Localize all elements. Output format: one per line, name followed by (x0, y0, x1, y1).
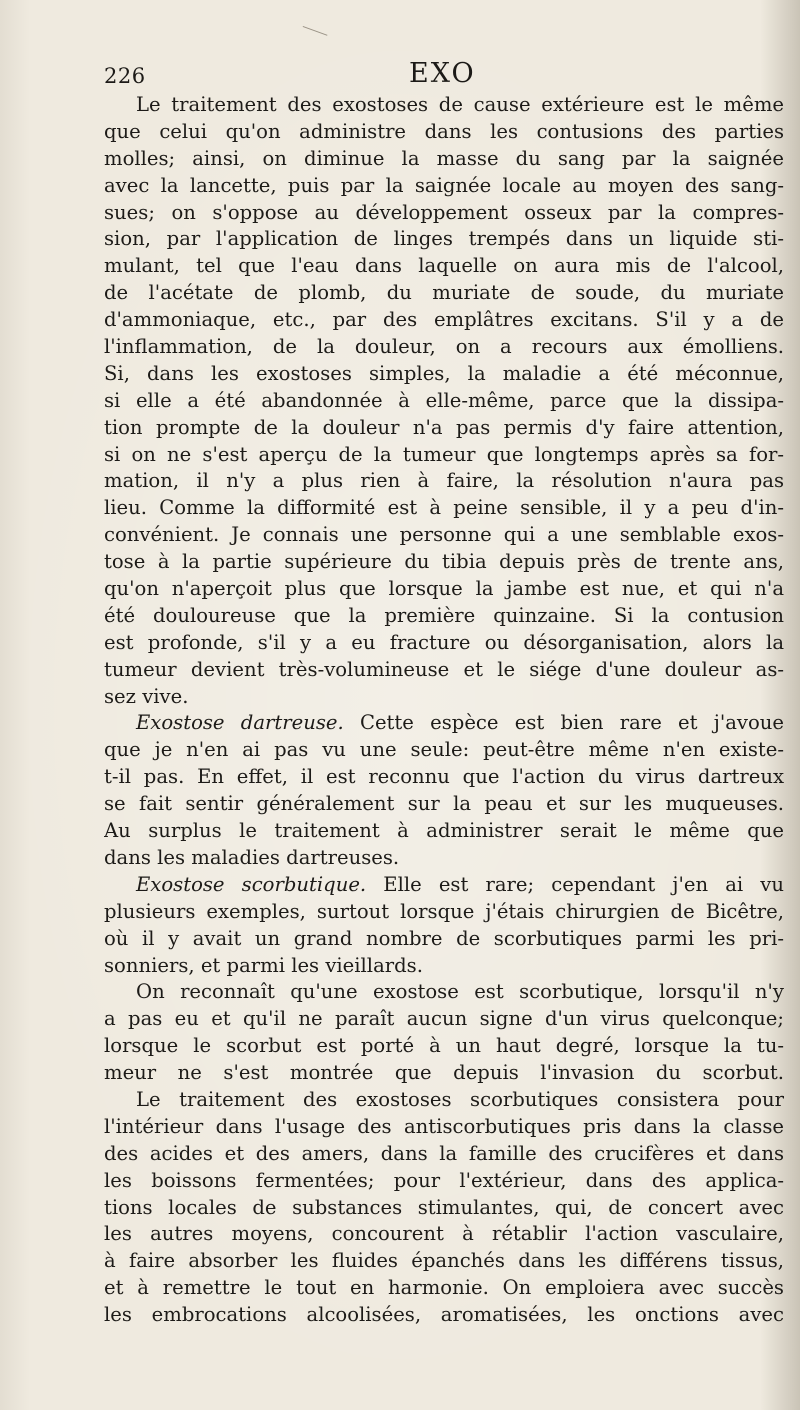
line-text: si on ne s'est aperçu de la tumeur que longtemps après sa for- (104, 442, 784, 466)
line-text: Le traitement des exostoses scorbutiques consistera pour (136, 1087, 784, 1111)
line-text: dans les maladies dartreuses. (104, 845, 400, 869)
line-text: Le traitement des exostoses de cause extérieure est le même (136, 93, 784, 116)
text-line (104, 1060, 784, 1087)
text-line (104, 1006, 784, 1033)
text-line (104, 764, 784, 791)
line-text: à faire absorber les fluides épanchés dans les différens tissus, (104, 1249, 784, 1273)
text-line (104, 1302, 784, 1329)
line-text: sez vive. (104, 684, 189, 708)
line-text: que je n'en ai pas vu une seule: peut-être même n'en existe- (104, 738, 784, 762)
line-text: tion prompte de la douleur n'a pas permis d'y faire attention, (104, 415, 784, 439)
text-line (104, 549, 784, 576)
line-text: qu'on n'aperçoit plus que lorsque la jambe est nue, et qui n'a (104, 577, 784, 601)
line-text: l'inflammation, de la douleur, on a recours aux émolliens. (104, 335, 784, 359)
text-line (104, 791, 784, 818)
text-line (104, 630, 784, 657)
line-text: est profonde, s'il y a eu fracture ou désorganisation, alors la (104, 630, 784, 654)
text-line (104, 146, 784, 173)
body-text (104, 92, 784, 1329)
text-line (104, 1141, 784, 1168)
section-term: Exostose scorbutique. (136, 872, 367, 896)
line-text: mation, il n'y a plus rien à faire, la résolution n'aura pas (104, 469, 784, 493)
text-line (104, 953, 784, 980)
line-text: les embrocations alcoolisées, aromatisées, les onctions avec (104, 1303, 784, 1327)
line-text: tumeur devient très-volumineuse et le siége d'une douleur as- (104, 657, 784, 681)
running-head: EXO (409, 58, 476, 89)
line-text: l'intérieur dans l'usage des antiscorbutiques pris dans la classe (104, 1114, 784, 1138)
line-text: convénient. Je connais une personne qui a une semblable exos- (104, 523, 784, 547)
line-text: meur ne s'est montrée que depuis l'invasion du scorbut. (104, 1061, 784, 1085)
line-text: si elle a été abandonnée à elle-même, parce que la dissipa- (104, 388, 784, 412)
text-line (104, 1195, 784, 1222)
line-text: sonniers, et parmi les vieillards. (104, 953, 423, 977)
text-line (104, 899, 784, 926)
line-text: les autres moyens, concourent à rétablir l'action vasculaire, (104, 1222, 784, 1246)
page-crease (299, 26, 328, 47)
line-text: et à remettre le tout en harmonie. On emploiera avec succès (104, 1276, 784, 1300)
text-line (104, 818, 784, 845)
line-text: que celui qu'on administre dans les contusions des parties (104, 119, 784, 143)
text-line (104, 1275, 784, 1302)
line-text: plusieurs exemples, surtout lorsque j'étais chirurgien de Bicêtre, (104, 899, 784, 923)
line-text: des acides et des amers, dans la famille des crucifères et dans (104, 1141, 784, 1165)
text-line (104, 495, 784, 522)
line-text: été douloureuse que la première quinzaine. Si la contusion (104, 603, 784, 627)
text-line (104, 388, 784, 415)
text-line (104, 1087, 784, 1114)
line-text: lorsque le scorbut est porté à un haut degré, lorsque la tu- (104, 1034, 784, 1058)
text-line (104, 1033, 784, 1060)
line-text: Elle est rare; cependant j'en ai vu (366, 872, 784, 896)
line-text: se fait sentir généralement sur la peau et sur les muqueuses. (104, 792, 784, 816)
line-text: molles; ainsi, on diminue la masse du sang par la saignée (104, 146, 784, 170)
line-text: sues; on s'oppose au développement osseux par la compres- (104, 200, 784, 224)
text-line (104, 710, 784, 737)
line-text: avec la lancette, puis par la saignée locale au moyen des sang- (104, 173, 784, 197)
line-text: tose à la partie supérieure du tibia depuis près de trente ans, (104, 550, 784, 574)
text-line (104, 522, 784, 549)
text-line (104, 92, 784, 119)
text-line (104, 684, 784, 711)
text-line (104, 845, 784, 872)
text-line (104, 872, 784, 899)
text-line (104, 119, 784, 146)
text-line (104, 737, 784, 764)
line-text: mulant, tel que l'eau dans laquelle on aura mis de l'alcool, (104, 254, 784, 278)
text-line (104, 1221, 784, 1248)
text-line (104, 280, 784, 307)
line-text: de l'acétate de plomb, du muriate de soude, du muriate (104, 281, 784, 305)
text-line (104, 226, 784, 253)
line-text: Cette espèce est bien rare et j'avoue (343, 711, 784, 735)
page-number: 226 (104, 64, 146, 88)
line-text: d'ammoniaque, etc., par des emplâtres excitans. S'il y a de (104, 308, 784, 332)
text-line (104, 603, 784, 630)
line-text: Si, dans les exostoses simples, la maladie a été méconnue, (104, 361, 784, 385)
line-text: tions locales de substances stimulantes, qui, de concert avec (104, 1195, 784, 1219)
line-text: lieu. Comme la difformité est à peine sensible, il y a peu d'in- (104, 496, 784, 520)
text-line (104, 334, 784, 361)
line-text: où il y avait un grand nombre de scorbutiques parmi les pri- (104, 926, 784, 950)
text-line (104, 1168, 784, 1195)
text-line (104, 307, 784, 334)
text-line (104, 200, 784, 227)
text-line (104, 1114, 784, 1141)
line-text: a pas eu et qu'il ne paraît aucun signe d'un virus quelconque; (104, 1007, 784, 1031)
text-line (104, 468, 784, 495)
line-text: On reconnaît qu'une exostose est scorbutique, lorsqu'il n'y (136, 980, 784, 1004)
line-text: t-il pas. En effet, il est reconnu que l'action du virus dartreux (104, 765, 784, 789)
line-text: sion, par l'application de linges trempés dans un liquide sti- (104, 227, 784, 251)
line-text: Au surplus le traitement à administrer serait le même que (104, 819, 784, 843)
text-line (104, 576, 784, 603)
section-term: Exostose dartreuse. (136, 711, 344, 735)
text-line (104, 415, 784, 442)
text-line (104, 173, 784, 200)
text-line (104, 926, 784, 953)
text-line (104, 253, 784, 280)
text-line (104, 361, 784, 388)
text-line (104, 657, 784, 684)
text-line (104, 442, 784, 469)
text-line (104, 1248, 784, 1275)
line-text: les boissons fermentées; pour l'extérieur, dans des applica- (104, 1168, 784, 1192)
text-line (104, 979, 784, 1006)
